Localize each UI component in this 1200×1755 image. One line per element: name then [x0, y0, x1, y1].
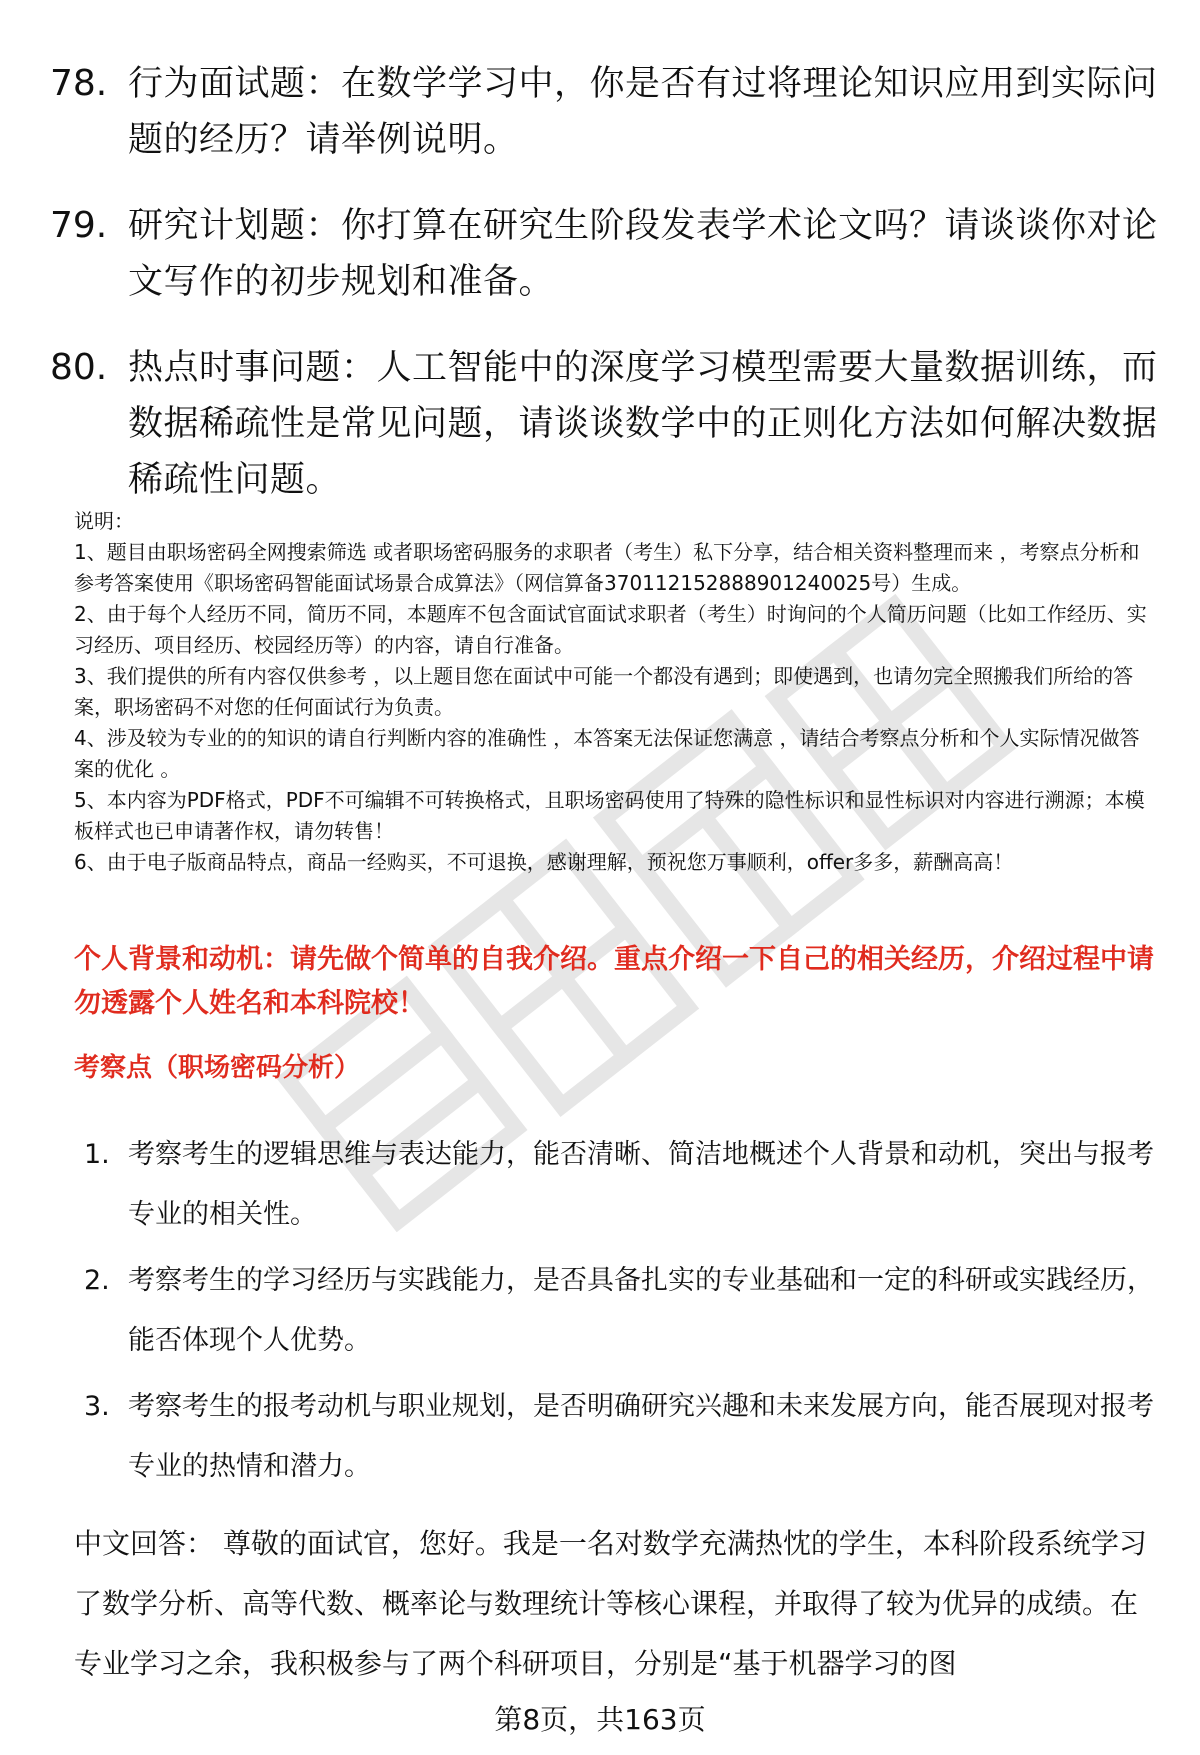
analysis-number: 1. [84, 1139, 110, 1170]
question-number: 79. [50, 205, 108, 246]
analysis-heading: 考察点（职场密码分析） [74, 1053, 361, 1083]
question-text: 热点时事问题：人工智能中的深度学习模型需要大量数据训练，而数据稀疏性是常见问题，请谈谈数学中的正则化方法如何解决数据稀疏性问题。 [128, 348, 1158, 500]
analysis-item [84, 1377, 1164, 1497]
answer-section [74, 1514, 1164, 1694]
analysis-number: 3. [84, 1391, 110, 1422]
question-text: 行为面试题：在数学学习中，你是否有过将理论知识应用到实际问题的经历？请举例说明。 [128, 64, 1158, 160]
question-item [50, 198, 1160, 310]
note-item: 6、由于电子版商品特点，商品一经购买，不可退换，感谢理解，预祝您万事顺利，offer多多，薪酬高高！ [74, 850, 1014, 874]
analysis-text: 考察考生的报考动机与职业规划，是否明确研究兴趣和未来发展方向，能否展现对报考专业的热情和潜力。 [128, 1391, 1154, 1482]
question-list [50, 56, 1160, 538]
analysis-text: 考察考生的学习经历与实践能力，是否具备扎实的专业基础和一定的科研或实践经历，能否体现个人优势。 [128, 1265, 1154, 1356]
note-item: 4、涉及较为专业的的知识的请自行判断内容的准确性 ，本答案无法保证您满意 ，请结合考察点分析和个人实际情况做答案的优化 。 [74, 726, 1140, 781]
page-footer: 第8页，共163页 [494, 1703, 706, 1736]
analysis-list [84, 1125, 1164, 1503]
question-number: 78. [50, 63, 108, 104]
notes-title: 说明： [74, 509, 134, 533]
motive-heading: 个人背景和动机：请先做个简单的自我介绍。重点介绍一下自己的相关经历，介绍过程中请勿透露个人姓名和本科院校！ [74, 944, 1154, 1019]
answer-text: 中文回答： 尊敬的面试官，您好。我是一名对数学充满热忱的学生，本科阶段系统学习了数学分析、高等代数、概率论与数理统计等核心课程，并取得了较为优异的成绩。在专业学习之余，我积极参与了两个科研项目，分别是“基于机器学习的图 [74, 1527, 1147, 1680]
note-item: 5、本内容为PDF格式，PDF不可编辑不可转换格式，且职场密码使用了特殊的隐性标识和显性标识对内容进行溯源；本模板样式也已申请著作权，请勿转售！ [74, 788, 1145, 843]
analysis-text: 考察考生的逻辑思维与表达能力，能否清晰、简洁地概述个人背景和动机，突出与报考专业的相关性。 [128, 1139, 1154, 1230]
analysis-item [84, 1251, 1164, 1371]
notes-section [74, 506, 1159, 878]
note-item: 3、我们提供的所有内容仅供参考 ，以上题目您在面试中可能一个都没有遇到；即使遇到，也请勿完全照搬我们所给的答案，职场密码不对您的任何面试行为负责。 [74, 664, 1134, 719]
question-item [50, 56, 1160, 168]
question-item [50, 340, 1160, 508]
question-text: 研究计划题：你打算在研究生阶段发表学术论文吗？请谈谈你对论文写作的初步规划和准备。 [128, 206, 1158, 302]
note-item: 1、题目由职场密码全网搜索筛选 或者职场密码服务的求职者（考生）私下分享，结合相关资料整理而来 ，考察点分析和参考答案使用《职场密码智能面试场景合成算法》（网信算备370112152888901240025号）生成。 [74, 540, 1140, 595]
analysis-item [84, 1125, 1164, 1245]
note-item: 2、由于每个人经历不同，简历不同，本题库不包含面试官面试求职者（考生）时询问的个人简历问题（比如工作经历、实习经历、项目经历、校园经历等）的内容，请自行准备。 [74, 602, 1147, 657]
analysis-number: 2. [84, 1265, 110, 1296]
question-number: 80. [50, 347, 108, 388]
